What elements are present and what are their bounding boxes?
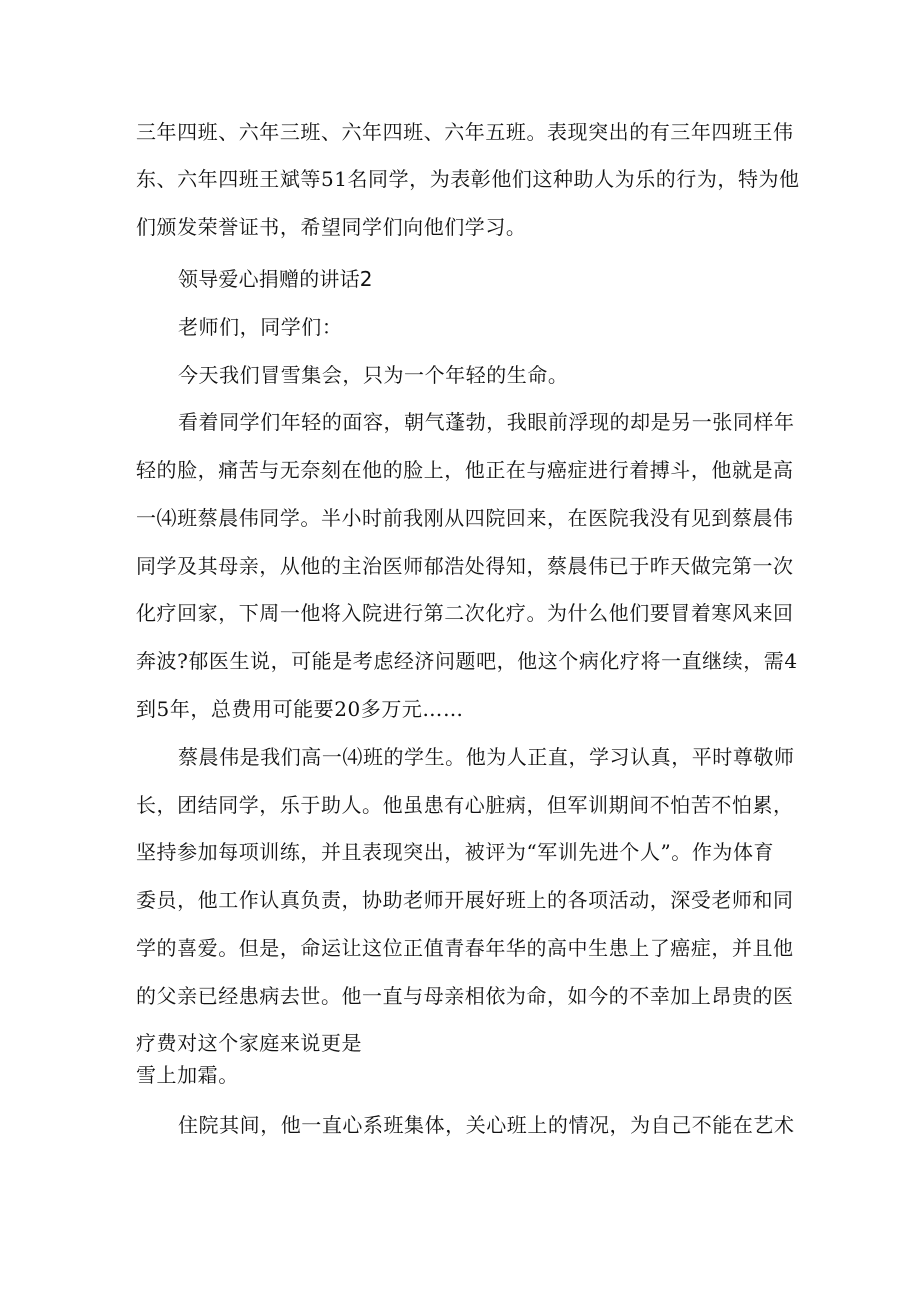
paragraph-line: 疗费对这个家庭来说更是 [136,1031,363,1055]
section-heading: 领导爱心捐赠的讲话2 [178,267,373,291]
salutation-line: 老师们，同学们： [178,315,343,339]
paragraph-line: 看着同学们年轻的面容，朝气蓬勃，我眼前浮现的却是另一张同样年 [178,410,795,434]
paragraph-line: 蔡晨伟是我们高一⑷班的学生。他为人正直，学习认真，平时尊敬师 [178,745,795,769]
paragraph-line: 轻的脸，痛苦与无奈刻在他的脸上，他正在与癌症进行着搏斗，他就是高 [136,458,794,482]
paragraph-line: 雪上加霜。 [136,1063,239,1087]
paragraph-line: 长，团结同学，乐于助人。他虽患有心脏病，但军训期间不怕苦不怕累， [136,793,794,817]
paragraph-line: 委员，他工作认真负责，协助老师开展好班上的各项活动，深受老师和同 [136,888,794,912]
paragraph-line: 到5年，总费用可能要20多万元…… [136,697,464,721]
paragraph-line: 同学及其母亲，从他的主治医师郁浩处得知，蔡晨伟已于昨天做完第一次 [136,554,794,578]
paragraph-line: 今天我们冒雪集会，只为一个年轻的生命。 [178,363,569,387]
paragraph-line: 一⑷班蔡晨伟同学。半小时前我刚从四院回来，在医院我没有见到蔡晨伟 [136,506,794,530]
paragraph-line: 坚持参加每项训练，并且表现突出，被评为“军训先进个人”。作为体育 [136,840,775,864]
paragraph-line: 的父亲已经患病去世。他一直与母亲相依为命，如今的不幸加上昂贵的医 [136,984,794,1008]
paragraph-line: 东、六年四班王斌等51名同学，为表彰他们这种助人为乐的行为，特为他 [136,167,800,191]
paragraph-line: 们颁发荣誉证书，希望同学们向他们学习。 [136,215,527,239]
paragraph-line: 学的喜爱。但是，命运让这位正值青春年华的高中生患上了癌症，并且他 [136,936,794,960]
paragraph-line: 化疗回家，下周一他将入院进行第二次化疗。为什么他们要冒着寒风来回 [136,601,794,625]
paragraph-line: 三年四班、六年三班、六年四班、六年五班。表现突出的有三年四班王伟 [136,120,794,144]
paragraph-line: 奔波?郁医生说，可能是考虑经济问题吧，他这个病化疗将一直继续，需4 [136,649,798,673]
paragraph-line: 住院其间，他一直心系班集体，关心班上的情况，为自己不能在艺术 [178,1113,795,1137]
